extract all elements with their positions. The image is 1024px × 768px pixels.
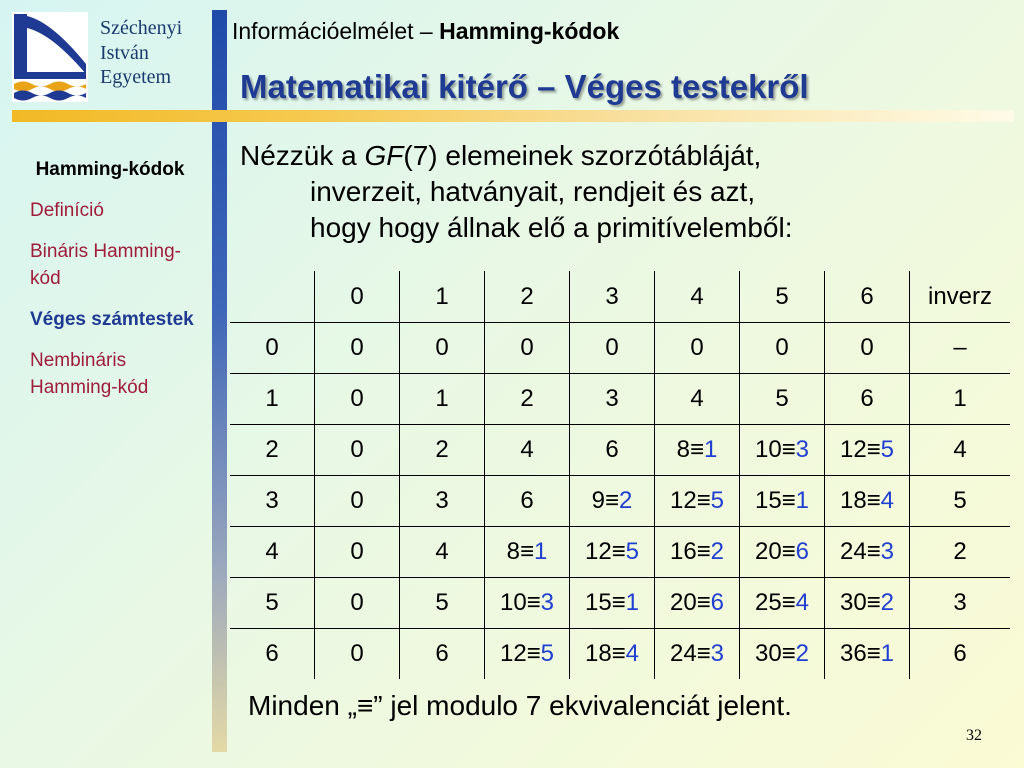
cell-reduced-value: 4 [795, 589, 810, 616]
cell-reduced-value: 1 [704, 436, 718, 463]
table-cell [570, 476, 655, 527]
cell-value: 3 [605, 385, 619, 412]
table-row [230, 425, 1010, 476]
table-cell [485, 425, 570, 476]
table-cell [485, 323, 570, 374]
cell-value: 0 [350, 385, 364, 412]
table-header-row [230, 271, 1010, 323]
cell-value: 0 [265, 334, 279, 361]
table-cell [230, 476, 315, 527]
table-cell [740, 323, 825, 374]
table-row [230, 323, 1010, 374]
table-cell [400, 425, 485, 476]
cell-value: 2 [435, 436, 449, 463]
cell-value: 4 [690, 385, 704, 412]
table-cell [910, 476, 1011, 527]
cell-value: 24≡ [669, 640, 711, 667]
table-cell [910, 323, 1011, 374]
table-cell [570, 527, 655, 578]
slide-subtitle [232, 18, 619, 45]
table-row [230, 578, 1010, 629]
intro-text [240, 138, 1010, 246]
cell-value: 2 [953, 538, 967, 565]
table-cell [400, 374, 485, 425]
cell-reduced-value: 1 [795, 487, 810, 514]
table-cell [315, 425, 400, 476]
sidebar-item-nembinaris-hamming-kod[interactable]: Nembináris Hamming-kód [30, 350, 149, 398]
cell-value: 1 [435, 385, 449, 412]
cell-reduced-value: 2 [619, 487, 633, 514]
table-header-cell: 1 [400, 271, 485, 323]
cell-value: 0 [775, 334, 789, 361]
subtitle-topic: Hamming-kódok [439, 18, 620, 44]
table-row [230, 374, 1010, 425]
cell-value: 1 [953, 385, 967, 412]
table-header-cell: 2 [485, 271, 570, 323]
table-cell [910, 425, 1011, 476]
table-cell [740, 425, 825, 476]
cell-value: 6 [265, 640, 279, 667]
table-cell [230, 629, 315, 680]
cell-reduced-value: 1 [625, 589, 640, 616]
cell-value: 9≡ [591, 487, 619, 514]
table-cell [825, 425, 910, 476]
table-cell [910, 527, 1011, 578]
cell-value: 0 [350, 334, 364, 361]
table-cell [570, 629, 655, 680]
table-cell [740, 374, 825, 425]
table-cell [485, 476, 570, 527]
cell-value: 6 [860, 385, 874, 412]
table-cell [485, 374, 570, 425]
cell-value: 0 [350, 487, 364, 514]
table-cell [315, 476, 400, 527]
table-cell [485, 527, 570, 578]
cell-reduced-value: 3 [540, 589, 555, 616]
cell-value: 15≡ [754, 487, 796, 514]
sidebar-heading: Hamming-kódok [35, 159, 185, 180]
cell-value: 4 [265, 538, 279, 565]
table-cell [655, 629, 740, 680]
sidebar-item-definicio[interactable]: Definíció [30, 200, 104, 221]
table-cell [230, 425, 315, 476]
table-cell [315, 323, 400, 374]
cell-value: 12≡ [669, 487, 711, 514]
cell-value: 0 [860, 334, 874, 361]
cell-reduced-value: 3 [795, 436, 810, 463]
table-row [230, 629, 1010, 680]
table-cell [230, 374, 315, 425]
cell-value: 18≡ [584, 640, 626, 667]
cell-reduced-value: 5 [880, 436, 895, 463]
footer-note: Minden „≡” jel modulo 7 ekvivalenciát jelent. [248, 690, 792, 721]
slide-title: Matematikai kitérő – Véges testekről [240, 68, 809, 105]
cell-value: 2 [265, 436, 279, 463]
cell-value: 12≡ [839, 436, 881, 463]
intro-line-2: inverzeit, hatványait, rendjeit és azt, [310, 176, 756, 207]
table-cell [825, 476, 910, 527]
sidebar-item-binaris-hamming-kod[interactable]: Bináris Hamming-kód [30, 241, 181, 289]
cell-reduced-value: 6 [710, 589, 725, 616]
cell-value: 0 [350, 538, 364, 565]
table-cell [825, 323, 910, 374]
cell-value: 3 [435, 487, 449, 514]
university-name-line2: István [100, 41, 149, 64]
table-cell [315, 629, 400, 680]
intro-line-1 [240, 138, 1010, 174]
cell-reduced-value: 5 [625, 538, 640, 565]
page-number: 32 [966, 727, 982, 744]
table-cell [825, 629, 910, 680]
table-cell [570, 323, 655, 374]
cell-reduced-value: 4 [880, 487, 895, 514]
table-cell [740, 476, 825, 527]
table-cell [655, 323, 740, 374]
cell-value: 5 [435, 589, 449, 616]
cell-value: 0 [350, 589, 364, 616]
table-cell [655, 578, 740, 629]
table-cell [230, 323, 315, 374]
multiplication-table [230, 271, 1010, 679]
table-cell [315, 578, 400, 629]
table-cell [910, 629, 1011, 680]
table-header-cell: 3 [570, 271, 655, 323]
table-cell [400, 527, 485, 578]
table-header-cell: 6 [825, 271, 910, 323]
cell-value: 15≡ [584, 589, 626, 616]
cell-value: 6 [520, 487, 534, 514]
table-header-cell: 0 [315, 271, 400, 323]
cell-value: 0 [350, 640, 364, 667]
table-header-cell: 4 [655, 271, 740, 323]
table-cell [315, 374, 400, 425]
cell-value: 30≡ [839, 589, 881, 616]
cell-value: 4 [520, 436, 534, 463]
table-cell [485, 578, 570, 629]
table-cell [570, 374, 655, 425]
table-cell [740, 527, 825, 578]
table-cell [400, 578, 485, 629]
subtitle-prefix: Információelmélet – [232, 18, 440, 44]
table-cell [825, 374, 910, 425]
intro-gf: GF [364, 140, 404, 171]
table-cell [825, 527, 910, 578]
horizontal-divider-bar [12, 110, 1014, 122]
cell-value: 0 [350, 436, 364, 463]
table-cell [825, 578, 910, 629]
table-cell [230, 578, 315, 629]
table-cell [400, 629, 485, 680]
cell-value: – [953, 334, 967, 361]
cell-value: 36≡ [839, 640, 881, 667]
cell-value: 12≡ [584, 538, 626, 565]
cell-value: 0 [435, 334, 449, 361]
cell-value: 24≡ [839, 538, 881, 565]
cell-value: 12≡ [499, 640, 541, 667]
cell-value: 8≡ [506, 538, 534, 565]
cell-value: 3 [953, 589, 967, 616]
table-row [230, 527, 1010, 578]
table-cell [910, 578, 1011, 629]
cell-value: 2 [520, 385, 534, 412]
cell-value: 5 [265, 589, 279, 616]
table-cell [655, 374, 740, 425]
cell-reduced-value: 4 [625, 640, 640, 667]
sidebar-item-veges-szamtestek[interactable]: Véges számtestek [30, 309, 194, 330]
cell-value: 25≡ [754, 589, 796, 616]
cell-value: 10≡ [754, 436, 796, 463]
table-header-cell [230, 271, 315, 323]
table-cell [570, 578, 655, 629]
cell-value: 20≡ [669, 589, 711, 616]
cell-value: 6 [605, 436, 619, 463]
cell-value: 6 [435, 640, 449, 667]
table-header-cell: 5 [740, 271, 825, 323]
cell-reduced-value: 2 [795, 640, 810, 667]
cell-value: 5 [775, 385, 789, 412]
table-cell [655, 425, 740, 476]
university-name [100, 16, 212, 90]
table-row [230, 476, 1010, 527]
cell-value: 0 [605, 334, 619, 361]
university-name-line1: Széchenyi [100, 17, 183, 39]
cell-reduced-value: 3 [710, 640, 725, 667]
cell-value: 20≡ [754, 538, 796, 565]
sidebar-nav [12, 156, 208, 415]
cell-reduced-value: 2 [710, 538, 725, 565]
cell-value: 18≡ [839, 487, 881, 514]
university-name-line3: Egyetem [100, 66, 172, 88]
cell-reduced-value: 3 [880, 538, 895, 565]
table-header-cell: inverz [910, 271, 1011, 323]
cell-reduced-value: 1 [534, 538, 548, 565]
cell-value: 4 [435, 538, 449, 565]
cell-value: 5 [953, 487, 967, 514]
table-cell [230, 527, 315, 578]
table-cell [910, 374, 1011, 425]
cell-value: 6 [953, 640, 967, 667]
cell-value: 16≡ [669, 538, 711, 565]
cell-reduced-value: 5 [540, 640, 555, 667]
university-bridge-logo-icon [12, 12, 88, 102]
cell-reduced-value: 6 [795, 538, 810, 565]
table-cell [740, 629, 825, 680]
cell-value: 30≡ [754, 640, 796, 667]
table-cell [655, 476, 740, 527]
table-cell [570, 425, 655, 476]
table-cell [485, 629, 570, 680]
table-cell [400, 323, 485, 374]
table-cell [740, 578, 825, 629]
table-cell [655, 527, 740, 578]
cell-value: 3 [265, 487, 279, 514]
intro-line-1-a: Nézzük a [240, 140, 365, 171]
cell-value: 0 [520, 334, 534, 361]
table-cell [315, 527, 400, 578]
cell-value: 4 [953, 436, 967, 463]
cell-reduced-value: 1 [880, 640, 895, 667]
intro-line-1-b: (7) elemeinek szorzótábláját, [403, 140, 762, 171]
cell-value: 1 [265, 385, 279, 412]
cell-reduced-value: 5 [710, 487, 725, 514]
cell-value: 8≡ [676, 436, 704, 463]
intro-line-3: hogy hogy állnak elő a primitívelemből: [310, 212, 793, 243]
cell-reduced-value: 2 [880, 589, 895, 616]
table-cell [400, 476, 485, 527]
cell-value: 0 [690, 334, 704, 361]
cell-value: 10≡ [499, 589, 541, 616]
